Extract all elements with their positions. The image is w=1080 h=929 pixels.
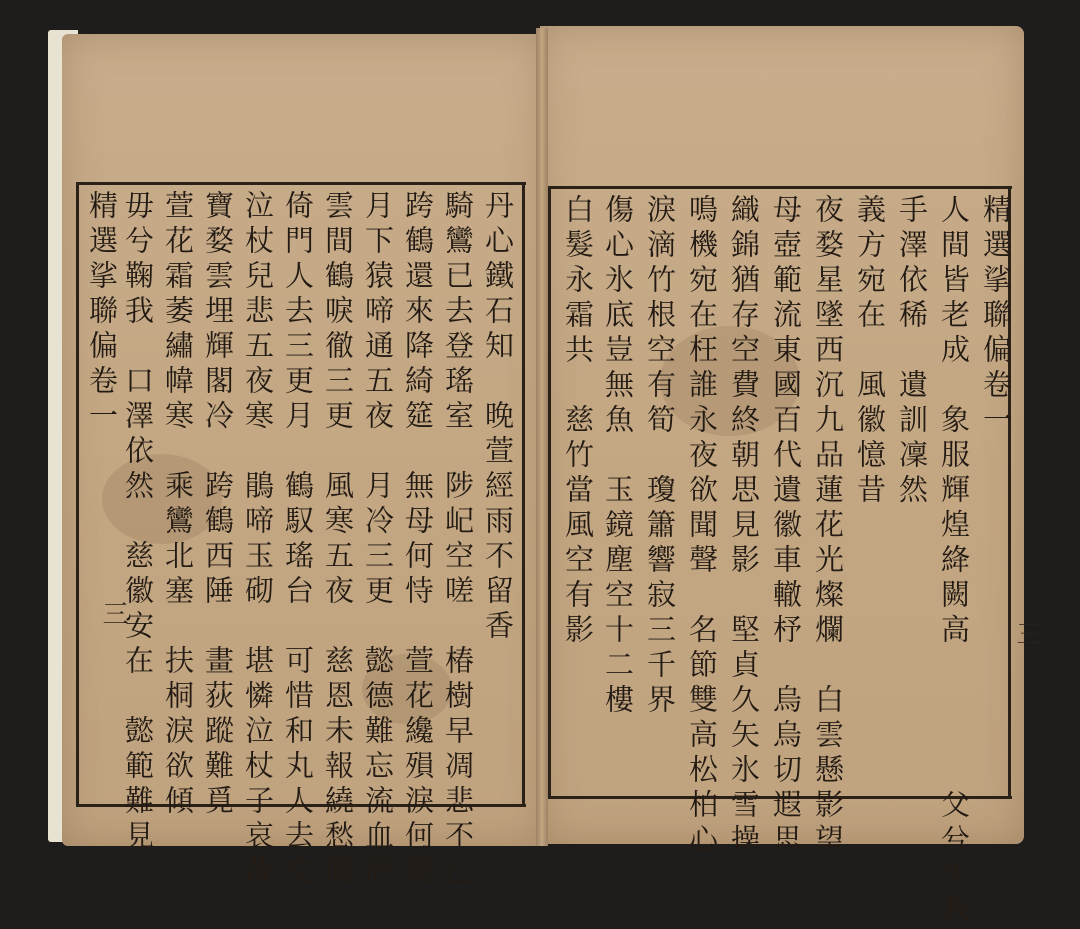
right-col-10: 傷心氷底豈無魚 玉鏡塵空十二樓 — [601, 194, 635, 719]
left-col-5: 雲間鶴唳徹三更 風寒五夜 慈恩未報繞愁腸 — [321, 190, 355, 890]
left-col-11: 精選挲聯偏卷一 — [85, 190, 119, 435]
right-col-8: 鳴機宛在枉誰永夜欲聞聲 名節雙高松柏心 — [685, 194, 719, 859]
right-col-3: 手澤依稀 遺訓凜然 — [895, 194, 929, 509]
left-col-8: 寶婺雲埋輝閣冷 跨鶴西陲 畫荻蹤難覓 — [201, 190, 235, 820]
right-col-11: 白髮永霜共 慈竹當風空有影 — [561, 194, 595, 649]
right-col-9: 淚滴竹根空有筍 瓊簫響寂三千界 — [643, 194, 677, 719]
left-col-4: 月下猿啼通五夜 月冷三更 懿德難忘流血淚 — [361, 190, 395, 890]
right-col-4: 義方宛在 風徽憶昔 — [853, 194, 887, 509]
left-col-3: 跨鶴還來降綺筵 無母何恃 萱花纔殞淚何窮 — [401, 190, 435, 890]
left-page-folio: 三 — [98, 600, 128, 630]
left-col-9: 萱花霜萎繡幃寒 乘鸞北塞 扶桐淚欲傾 — [161, 190, 195, 820]
right-col-5: 夜婺星墜西沉九品蓮花光燦爛 白雲懸影望 — [811, 194, 845, 859]
right-col-1: 精選挲聯偏卷一 — [979, 194, 1013, 439]
left-col-7: 泣杖兒悲五夜寒 鵑啼玉砌 堪憐泣杖子哀哉 — [241, 190, 275, 890]
left-col-10: 毋兮鞠我 口澤依然 慈徽安在 懿範難見 — [121, 190, 155, 855]
left-col-1: 丹心鐵石知 晚萱經雨不留香 — [481, 190, 515, 645]
right-col-7: 織錦猶存空費終朝思見影 堅貞久矢氷雪操 — [727, 194, 761, 859]
right-page-folio: 三 — [1012, 620, 1042, 650]
left-col-2: 騎鸞已去登瑤室 陟屺空嗟 椿樹早凋悲不已 — [441, 190, 475, 890]
book-spine — [536, 28, 548, 846]
right-col-6: 母壺範流東國百代遺徽車轍杼 烏烏切遐思 — [769, 194, 803, 859]
left-col-6: 倚門人去三更月 鶴馭瑤台 可惜和丸人去矣 — [281, 190, 315, 890]
right-col-2: 人間皆老成 象服輝煌絳闕高 父兮生我 — [937, 194, 971, 929]
